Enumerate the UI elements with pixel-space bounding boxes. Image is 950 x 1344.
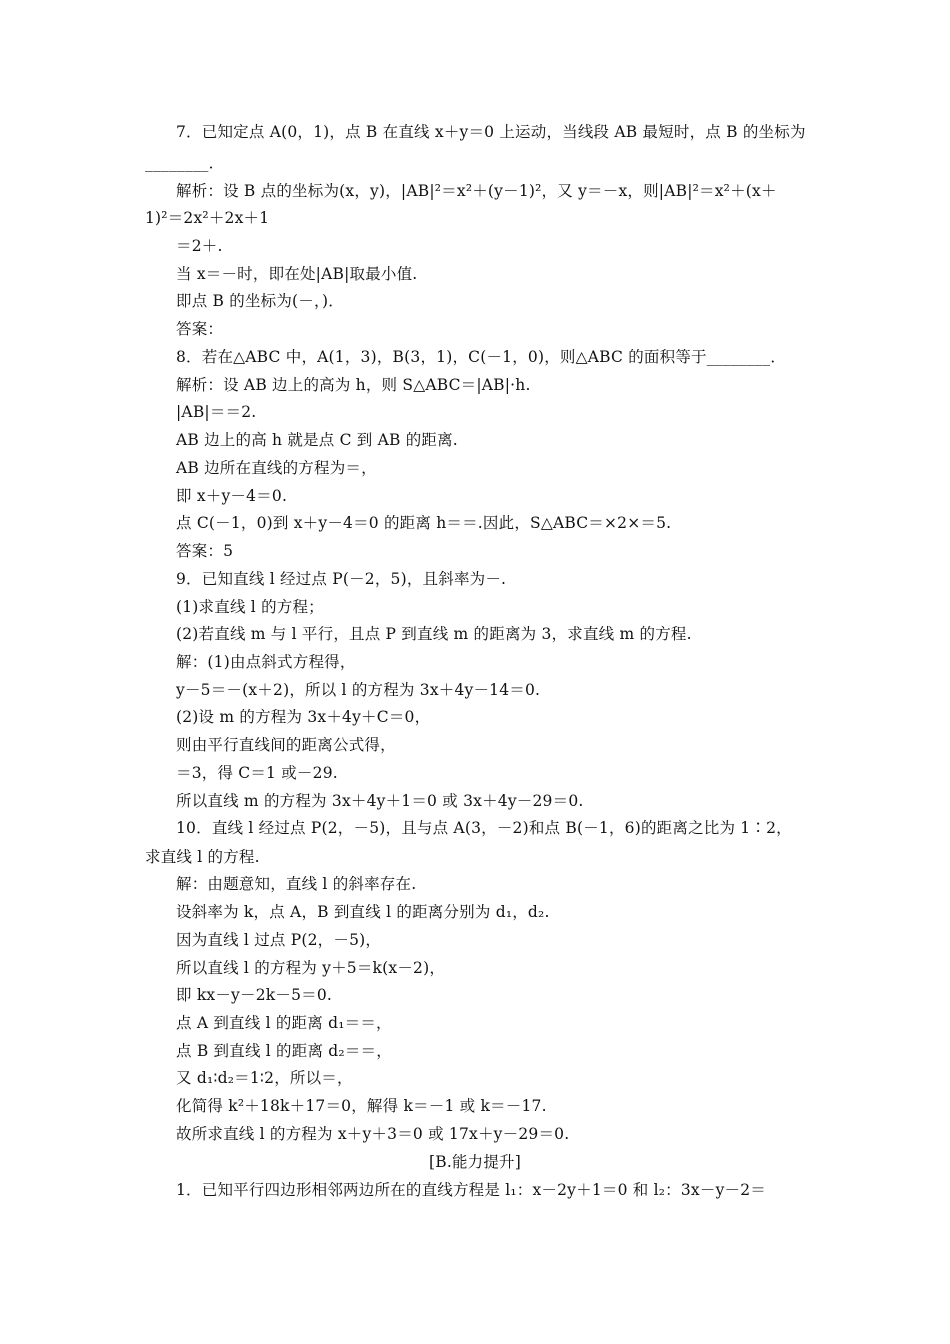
text-line: (2)设 m 的方程为 3x＋4y＋C＝0， bbox=[176, 708, 431, 726]
text-line: AB 边上的高 h 就是点 C 到 AB 的距离. bbox=[176, 431, 458, 449]
text-line: 7．已知定点 A(0，1)，点 B 在直线 x＋y＝0 上运动，当线段 AB 最短时，点 B 的坐标为 bbox=[176, 123, 806, 141]
text-line: 9．已知直线 l 经过点 P(－2，5)，且斜率为－. bbox=[176, 570, 507, 588]
text-line: ＝2＋. bbox=[176, 237, 223, 255]
text-line: y－5＝－(x＋2)，所以 l 的方程为 3x＋4y－14＝0. bbox=[176, 681, 541, 699]
text-line: 8．若在△ABC 中，A(1，3)，B(3，1)，C(－1，0)，则△ABC 的面积等于________． bbox=[176, 348, 787, 366]
text-line: 解析：设 AB 边上的高为 h，则 S△ABC＝|AB|·h. bbox=[176, 376, 531, 394]
text-line: 即 kx－y－2k－5＝0. bbox=[176, 986, 333, 1004]
text-line: 解析：设 B 点的坐标为(x，y)，|AB|²＝x²＋(y－1)²，又 y＝－x，则|AB|²＝x²＋(x＋ bbox=[176, 182, 777, 200]
text-line: 点 B 到直线 l 的距离 d₂＝＝， bbox=[176, 1042, 392, 1060]
text-line: AB 边所在直线的方程为＝， bbox=[176, 459, 377, 477]
text-line: 点 A 到直线 l 的距离 d₁＝＝， bbox=[176, 1014, 392, 1032]
text-line: 即 x＋y－4＝0. bbox=[176, 487, 288, 505]
text-line: 因为直线 l 过点 P(2，－5)， bbox=[176, 931, 382, 949]
text-line: (1)求直线 l 的方程； bbox=[176, 598, 324, 616]
text-line: 所以直线 m 的方程为 3x＋4y＋1＝0 或 3x＋4y－29＝0. bbox=[176, 792, 584, 810]
text-line: 1)²＝2x²＋2x＋1 bbox=[145, 209, 270, 227]
text-line: 化简得 k²＋18k＋17＝0，解得 k＝－1 或 k＝－17. bbox=[176, 1097, 547, 1115]
text-line: 10．直线 l 经过点 P(2，－5)，且与点 A(3，－2)和点 B(－1，6)的距离之比为 1∶2， bbox=[176, 819, 792, 837]
text-line: 点 C(－1，0)到 x＋y－4＝0 的距离 h＝＝.因此，S△ABC＝×2×＝5. bbox=[176, 514, 672, 532]
text-line: 设斜率为 k，点 A，B 到直线 l 的距离分别为 d₁，d₂. bbox=[176, 903, 550, 921]
text-line: 求直线 l 的方程. bbox=[145, 848, 260, 866]
text-line: |AB|＝＝2. bbox=[176, 403, 257, 421]
text-line: 1．已知平行四边形相邻两边所在的直线方程是 l₁：x－2y＋1＝0 和 l₂：3x－y－2＝ bbox=[176, 1181, 766, 1199]
text-line: ＝3，得 C＝1 或－29. bbox=[176, 764, 338, 782]
text-line: ________． bbox=[145, 154, 225, 172]
text-line: 当 x＝－时，即在处|AB|取最小值. bbox=[176, 265, 418, 283]
text-line: (2)若直线 m 与 l 平行，且点 P 到直线 m 的距离为 3，求直线 m 的方程. bbox=[176, 625, 692, 643]
text-line: 又 d₁∶d₂＝1∶2，所以＝， bbox=[176, 1069, 353, 1087]
text-line: [B.能力提升] bbox=[428, 1153, 521, 1171]
text-line: 答案：5 bbox=[176, 542, 234, 560]
text-line: 解：由题意知，直线 l 的斜率存在. bbox=[176, 875, 417, 893]
text-line: 则由平行直线间的距离公式得， bbox=[176, 736, 396, 754]
text-line: 即点 B 的坐标为(－，)． bbox=[176, 292, 344, 310]
text-line: 故所求直线 l 的方程为 x＋y＋3＝0 或 17x＋y－29＝0. bbox=[176, 1125, 570, 1143]
text-line: 所以直线 l 的方程为 y＋5＝k(x－2)， bbox=[176, 959, 446, 977]
text-line: 解：(1)由点斜式方程得， bbox=[176, 653, 356, 671]
text-line: 答案： bbox=[176, 320, 224, 338]
